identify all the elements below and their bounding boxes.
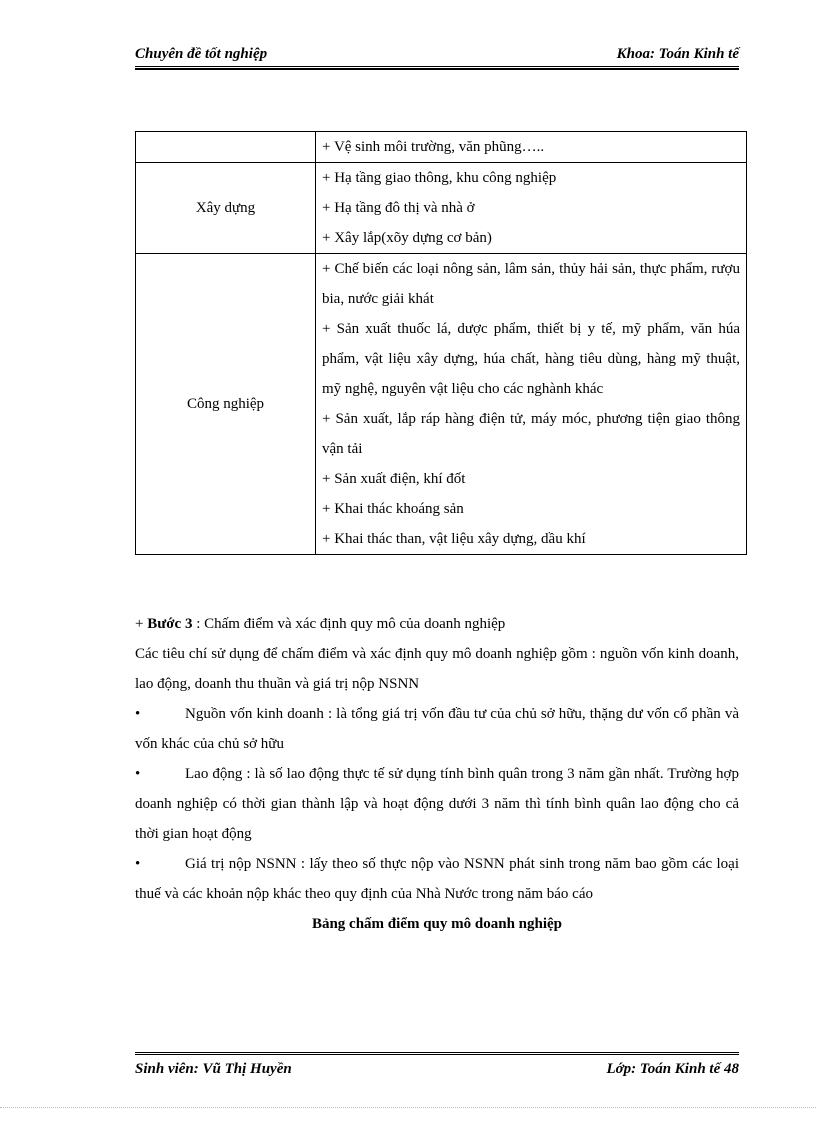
bullet-text: Giá trị nộp NSNN : lấy theo số thực nộp vào NSNN phát sinh trong năm bao gồm các loại thuế và các khoản nộp khác theo quy định của Nhà Nước trong năm báo cáo xyxy=(135,856,739,902)
item-line: + Hạ tầng đô thị và nhà ở xyxy=(322,200,475,216)
step-prefix: + xyxy=(135,616,148,632)
table-title: Bảng chấm điểm quy mô doanh nghiệp xyxy=(311,916,563,932)
table-cell-items xyxy=(316,254,747,555)
bullet-icon: • xyxy=(135,766,141,782)
footer-left: Sinh viên: Vũ Thị Huyền xyxy=(135,1061,292,1077)
item-line: + Khai thác than, vật liệu xây dựng, dầu khí xyxy=(322,531,586,547)
table-row xyxy=(136,163,747,254)
header-left: Chuyên đề tốt nghiệp xyxy=(135,46,268,62)
bullet-icon: • xyxy=(135,856,141,872)
table-cell-sector: Công nghiệp xyxy=(136,254,316,555)
table-cell-items xyxy=(316,132,747,163)
body-text xyxy=(135,609,739,939)
item-line: + Sản xuất, lắp ráp hàng điện tử, máy móc, phương tiện giao thông vận tải xyxy=(322,411,740,457)
intro-paragraph: Các tiêu chí sử dụng để chấm điểm và xác định quy mô doanh nghiệp gồm : nguồn vốn kinh doanh, lao động, doanh thu thuần và giá trị nộp NSNN xyxy=(135,646,739,692)
item-line: + Khai thác khoáng sản xyxy=(322,501,464,517)
bullet-item xyxy=(135,699,739,759)
step-label: Bước 3 xyxy=(147,616,193,632)
item-line: + Sản xuất thuốc lá, dược phẩm, thiết bị y tế, mỹ phẩm, văn húa phẩm, vật liệu xây dựng, húa chất, hàng tiêu dùng, hàng mỹ thuật, mỹ nghệ, nguyên vật liệu cho các nghành khác xyxy=(322,321,740,397)
page-header xyxy=(135,46,739,67)
bullet-text: Lao động : là số lao động thực tế sử dụng tính bình quân trong 3 năm gần nhất. Trường hợp doanh nghiệp có thời gian thành lập và hoạt động dưới 3 năm thì tính bình quân lao động cho cả thời gian hoạt động xyxy=(135,766,739,842)
item-line: + Sản xuất điện, khí đốt xyxy=(322,471,466,487)
header-right: Khoa: Toán Kinh tế xyxy=(616,46,739,62)
step-text: : Chấm điểm và xác định quy mô của doanh nghiệp xyxy=(192,616,506,632)
step-heading xyxy=(135,609,739,639)
bullet-item xyxy=(135,759,739,849)
table-cell-sector: Xây dựng xyxy=(136,163,316,254)
bullet-text: Nguồn vốn kinh doanh : là tổng giá trị vốn đầu tư của chủ sở hữu, thặng dư vốn cổ phần và vốn khác của chủ sở hữu xyxy=(135,706,739,752)
item-line: + Xây lắp(xõy dựng cơ bản) xyxy=(322,230,492,246)
table-cell-items xyxy=(316,163,747,254)
sector-table xyxy=(135,131,747,555)
table-cell-sector xyxy=(136,132,316,163)
footer-right: Lớp: Toán Kinh tế 48 xyxy=(606,1061,739,1077)
bullet-item xyxy=(135,849,739,909)
bullet-icon: • xyxy=(135,706,141,722)
table-row xyxy=(136,254,747,555)
item-line: + Vệ sinh môi trường, văn phũng….. xyxy=(322,139,545,155)
item-line: + Hạ tầng giao thông, khu công nghiệp xyxy=(322,170,557,186)
page-bottom-divider xyxy=(0,1107,816,1108)
table-row xyxy=(136,132,747,163)
page-footer xyxy=(135,1052,739,1078)
item-line: + Chế biến các loại nông sản, lâm sản, thủy hải sản, thực phẩm, rượu bia, nước giải khát xyxy=(322,261,740,307)
